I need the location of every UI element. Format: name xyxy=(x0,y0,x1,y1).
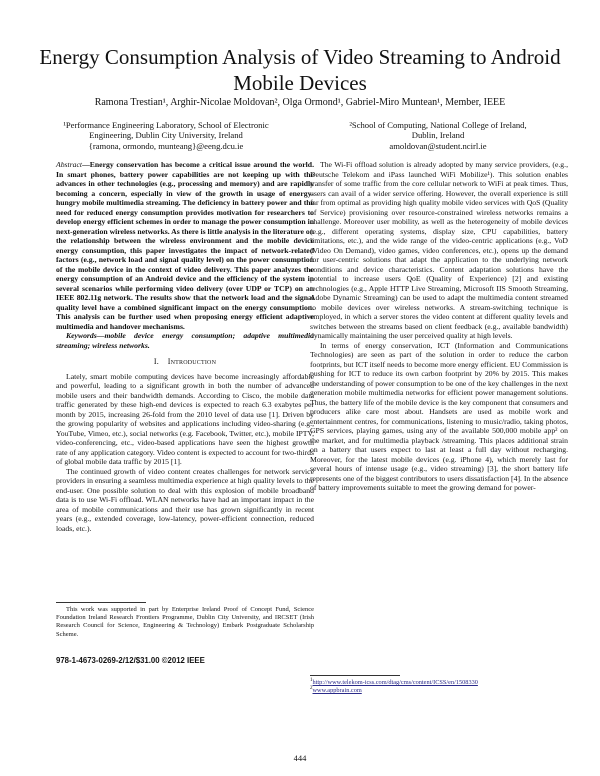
affiliation-2-email: amoldovan@student.ncirl.ie xyxy=(389,140,487,151)
paper-title: Energy Consumption Analysis of Video Streaming to Android Mobile Devices xyxy=(39,45,561,95)
abstract-lead: Abstract xyxy=(56,160,83,169)
footnote-divider-right xyxy=(310,675,400,676)
affiliation-1-line-2: Engineering, Dublin City University, Ireland xyxy=(89,130,243,141)
page-number: 444 xyxy=(293,753,307,763)
isbn-copyright: 978-1-4673-0269-2/12/$31.00 ©2012 IEEE xyxy=(56,656,205,665)
abstract xyxy=(56,160,314,331)
affiliation-1 xyxy=(50,120,282,151)
footnote-1-number: 1 xyxy=(310,677,313,683)
section-title: Introduction xyxy=(167,357,217,366)
left-column xyxy=(56,160,314,533)
right-paragraph-1: The Wi-Fi offload solution is already adopted by many service providers, (e.g., Deutsche Telekom and iPass launched WiFi Mobilize¹). This solution enables transfer of some traffic from the core cellular network to WiFi at peak times. Thus, users can avail of a wider service offering. However, the overall experience is still far from optimal as providing high quality mobile video services with QoS (Quality of Service) provisioning over resource-constrained wireless networks remains a challenge. Moreover user mobility, as well as the heterogeneity of mobile devices (e.g., different operating systems, display size, CPU capabilities, battery limitations, etc.), and the wide range of the video-centric applications (e.g., VoD (Video On Demand), video games, video conferences, etc.), opens up the demand for user-centric solutions that adapt the application to the underlying network conditions and device characteristics. Content adaptation solutions have the potential to increase users QoE (Quality of Experience) [2] and existing technologies (e.g., Apple HTTP Live Streaming, Microsoft IIS Smooth Streaming, Adobe Dynamic Streaming) can be used to adapt the multimedia content streamed to mobile devices over wireless networks. A stream-switching technique is employed, in which a server stores the video content at different quality levels and switches between the streams based on client feedback (e.g., available bandwidth) dynamically maintaining the user perceived quality at high levels. xyxy=(310,160,568,340)
section-number: I. xyxy=(153,357,159,366)
funding-footnote-text: This work was supported in part by Enterprise Ireland Proof of Concept Fund, Science Foundation Ireland Research Frontiers Programme, Dublin City University, and IRCSET (Irish Research Council for Science, Engineering & Technology) Embark Postgraduate Scholarship Scheme. xyxy=(56,606,314,638)
url-footnotes xyxy=(310,679,568,695)
footnote-1-link[interactable]: http://www.telekom-icss.com/dtag/cms/content/ICSS/en/1508330 xyxy=(312,679,478,686)
keywords xyxy=(56,331,314,350)
footnote-2 xyxy=(310,687,568,695)
footnote-divider-left xyxy=(56,602,146,603)
abstract-text: —Energy conservation has become a critical issue around the world. In smart phones, battery power capabilities are not keeping up with the advances in other technologies (e.g., processing and memory) and are rapidly becoming a concern, especially in view of the growth in usage of energy-hungry mobile multimedia streaming. The deficiency in battery power and the need for reduced energy consumption provides motivation for researchers to develop energy efficient schemes in order to manage the power consumption in next-generation wireless networks. As there is little analysis in the literature on the relationship between the wireless environment and the mobile device energy consumption, this paper investigates the impact of network-related factors (e.g., network load and signal quality level) on the power consumption of the mobile device in the context of video delivery. This paper analyzes the energy consumption of an Android device and the efficiency of the system in several scenarios while performing video delivery (over UDP or TCP) on an IEEE 802.11g network. The results show that the network load and the signal quality level have a combined significant impact on the energy consumption. This analysis can be further used when proposing energy efficient adaptive multimedia and handover mechanisms. xyxy=(56,160,314,331)
affiliation-1-email: {ramona, ormondo, munteang}@eeng.dcu.ie xyxy=(88,140,244,151)
affiliation-2 xyxy=(322,120,554,151)
keywords-lead: Keywords xyxy=(66,331,97,340)
right-column xyxy=(310,160,568,493)
affiliation-2-line-2: Dublin, Ireland xyxy=(411,130,465,141)
affiliation-1-line-1: ¹Performance Engineering Laboratory, School of Electronic xyxy=(63,120,269,130)
section-heading-introduction xyxy=(56,357,314,367)
right-paragraph-2: In terms of energy conservation, ICT (Information and Communications Technologies) are seen as part of the solution in order to reduce the carbon footprints, but ICT itself needs to become more energy efficient. EU Commission is pushing for ICT to reduce its own carbon footprint by 20% by 2015. This makes the understanding of power consumption to be one of the key challenges in the next generation mobile multimedia networks for efficient power management solutions. Thus, the battery life of the mobile device is the key component that consumers and producers alike care most about. Handsets are used as mobile work and entertainment centres, for communications, listening to music/radio, taking photos, GPS services, playing games, using any of the available 500,000 mobile app² on the market, and for multimedia playback /streaming. This places additional strain on a battery that users expect to last at least a full day without recharging. Moreover, for the latest mobile devices (e.g. iPhone 4), which merely last for several hours of intense usage (e.g., video streaming) [3], the short battery life represents one of the biggest contributors to users dissatisfaction [4]. In the absence of battery improvements suitable to meet the growing demand for power- xyxy=(310,340,568,492)
footnote-2-link[interactable]: www.appbrain.com xyxy=(312,687,362,695)
intro-paragraph-2: The continued growth of video content creates challenges for network service providers in ensuring a seamless multimedia experience at high quality levels to the end-user. One possible solution to deal with this explosion of mobile broadband data is to use Wi-Fi offload. WLAN networks have had an important impact in the area of mobile communications and their use has grown significantly in recent years (e.g., extended coverage, low-latency, power-efficient connection, reduced loads, etc.). xyxy=(56,466,314,533)
keywords-text: —mobile device energy consumption; adaptive multimedia streaming; wireless networks. xyxy=(56,331,314,350)
author-list: Ramona Trestian¹, Arghir-Nicolae Moldovan², Olga Ormond¹, Gabriel-Miro Muntean¹, Member, IEEE xyxy=(94,97,506,108)
intro-paragraph-1: Lately, smart mobile computing devices have become increasingly affordable and powerful, leading to a significant growth in both the number of advanced mobile users and their bandwidth demands. According to Cisco, the mobile data traffic generated by these high-end devices is expected to reach 6.3 exabytes per month by 2015, increasing 26-fold from the 2010 level of data use [1]. Driven by the growing popularity of websites and applications including video-sharing (e.g., YouTube, Vimeo, etc.), social networks (e.g. Facebook, Twitter, etc.), mobile IPTV, video-conferencing, etc., video-based applications have seen the highest growth rate of any application category. Video content is expected to account for two-thirds of global mobile data traffic by 2015 [1]. xyxy=(56,371,314,466)
footnote-1 xyxy=(310,679,568,687)
footnote-2-number: 2 xyxy=(310,686,313,692)
affiliation-2-line-1: ²School of Computing, National College of Ireland, xyxy=(349,120,527,130)
funding-footnote xyxy=(56,606,314,639)
